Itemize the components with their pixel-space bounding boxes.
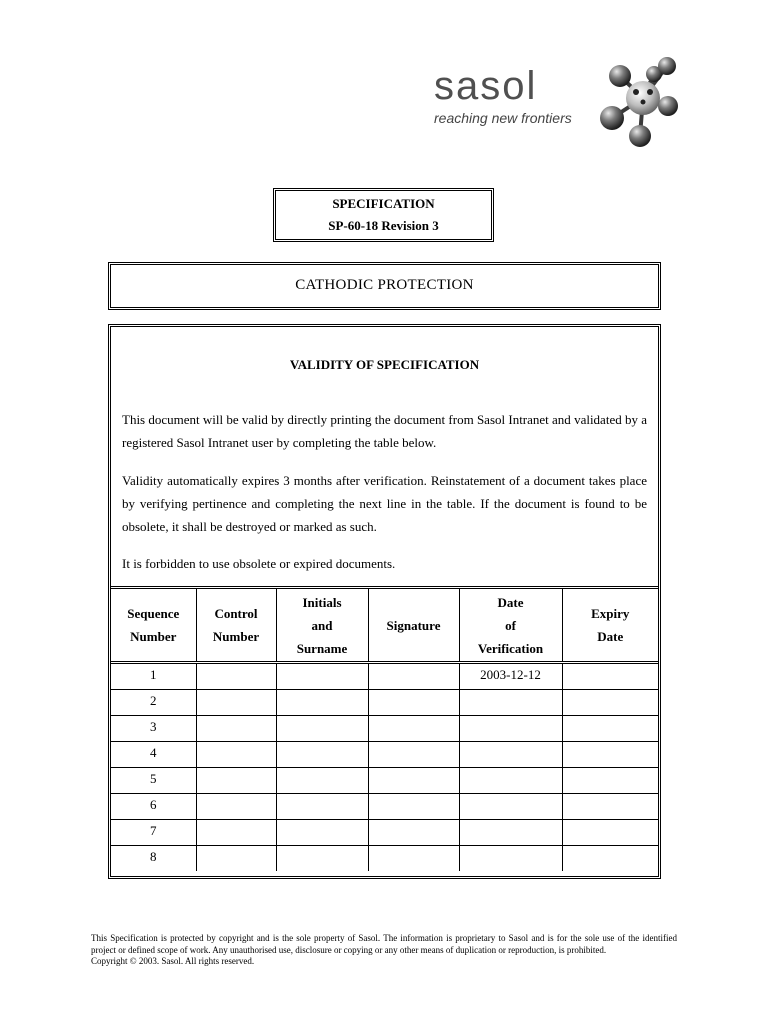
verification-date-cell[interactable] (459, 846, 562, 872)
table-row (111, 690, 658, 716)
validity-heading: VALIDITY OF SPECIFICATION (289, 357, 480, 372)
sequence-cell: 1 (111, 663, 196, 690)
initials-cell[interactable] (276, 794, 368, 820)
signature-cell[interactable] (368, 663, 459, 690)
control-number-cell[interactable] (196, 690, 276, 716)
sasol-logo (430, 56, 690, 152)
signature-cell[interactable] (368, 716, 459, 742)
expiry-date-cell[interactable] (562, 768, 658, 794)
expiry-date-cell[interactable] (562, 663, 658, 690)
validity-section (108, 324, 661, 879)
control-number-cell[interactable] (196, 820, 276, 846)
specification-box (273, 188, 494, 242)
control-number-cell[interactable] (196, 846, 276, 872)
verification-date-cell[interactable] (459, 690, 562, 716)
sequence-cell: 2 (111, 690, 196, 716)
table-row (111, 716, 658, 742)
control-number-cell[interactable] (196, 663, 276, 690)
header-sequence-number: Sequence Number (111, 589, 196, 663)
initials-cell[interactable] (276, 820, 368, 846)
sequence-cell: 7 (111, 820, 196, 846)
copyright-footer (91, 933, 677, 968)
spec-number: SP-60-18 Revision 3 (328, 218, 439, 233)
signature-cell[interactable] (368, 742, 459, 768)
table-row (111, 820, 658, 846)
header-expiry-date: Expiry Date (562, 589, 658, 663)
table-row (111, 742, 658, 768)
verification-date-cell[interactable]: 2003-12-12 (459, 663, 562, 690)
sequence-cell: 3 (111, 716, 196, 742)
header-signature: Signature (368, 589, 459, 663)
signature-cell[interactable] (368, 846, 459, 872)
validity-paragraph: This document will be valid by directly printing the document from Sasol Intranet and validated by a registered Sasol Intranet user by completing the table below. (122, 412, 647, 450)
expiry-date-cell[interactable] (562, 742, 658, 768)
table-row (111, 663, 658, 690)
control-number-cell[interactable] (196, 742, 276, 768)
sequence-cell: 8 (111, 846, 196, 872)
validity-paragraph: It is forbidden to use obsolete or expired documents. (122, 556, 396, 571)
control-number-cell[interactable] (196, 768, 276, 794)
validity-paragraph: Validity automatically expires 3 months after verification. Reinstatement of a document takes place by verifying pertinence and completing the next line in the table. If the document is found to be obsolete, it shall be destroyed or marked as such. (122, 473, 647, 534)
initials-cell[interactable] (276, 690, 368, 716)
expiry-date-cell[interactable] (562, 794, 658, 820)
spec-label: SPECIFICATION (332, 196, 435, 211)
sequence-cell: 4 (111, 742, 196, 768)
expiry-date-cell[interactable] (562, 846, 658, 872)
header-initials-surname: Initials and Surname (276, 589, 368, 663)
signature-cell[interactable] (368, 768, 459, 794)
copyright-line: Copyright © 2003. Sasol. All rights reserved. (91, 956, 255, 966)
initials-cell[interactable] (276, 716, 368, 742)
initials-cell[interactable] (276, 846, 368, 872)
logo-wordmark: sasol (434, 64, 538, 108)
verification-date-cell[interactable] (459, 742, 562, 768)
table-row (111, 794, 658, 820)
table-header-row (111, 589, 658, 663)
signature-cell[interactable] (368, 794, 459, 820)
control-number-cell[interactable] (196, 794, 276, 820)
signature-cell[interactable] (368, 820, 459, 846)
expiry-date-cell[interactable] (562, 820, 658, 846)
initials-cell[interactable] (276, 742, 368, 768)
sequence-cell: 5 (111, 768, 196, 794)
verification-date-cell[interactable] (459, 716, 562, 742)
verification-table (111, 589, 658, 871)
control-number-cell[interactable] (196, 716, 276, 742)
table-row (111, 846, 658, 872)
expiry-date-cell[interactable] (562, 690, 658, 716)
table-row (111, 768, 658, 794)
verification-date-cell[interactable] (459, 820, 562, 846)
initials-cell[interactable] (276, 768, 368, 794)
expiry-date-cell[interactable] (562, 716, 658, 742)
header-date-of-verification: Date of Verification (459, 589, 562, 663)
verification-date-cell[interactable] (459, 768, 562, 794)
logo-tagline: reaching new frontiers (434, 110, 572, 126)
molecule-logo-icon (596, 56, 690, 152)
header-control-number: Control Number (196, 589, 276, 663)
document-title: CATHODIC PROTECTION (108, 262, 661, 310)
initials-cell[interactable] (276, 663, 368, 690)
sequence-cell: 6 (111, 794, 196, 820)
signature-cell[interactable] (368, 690, 459, 716)
copyright-notice: This Specification is protected by copyright and is the sole property of Sasol. The information is proprietary to Sasol and is for the sole use of the identified project or defined scope of work. Any unauthorised use, disclosure or copying or any other means of duplication or reproduction, is prohibited. (91, 933, 677, 955)
verification-date-cell[interactable] (459, 794, 562, 820)
